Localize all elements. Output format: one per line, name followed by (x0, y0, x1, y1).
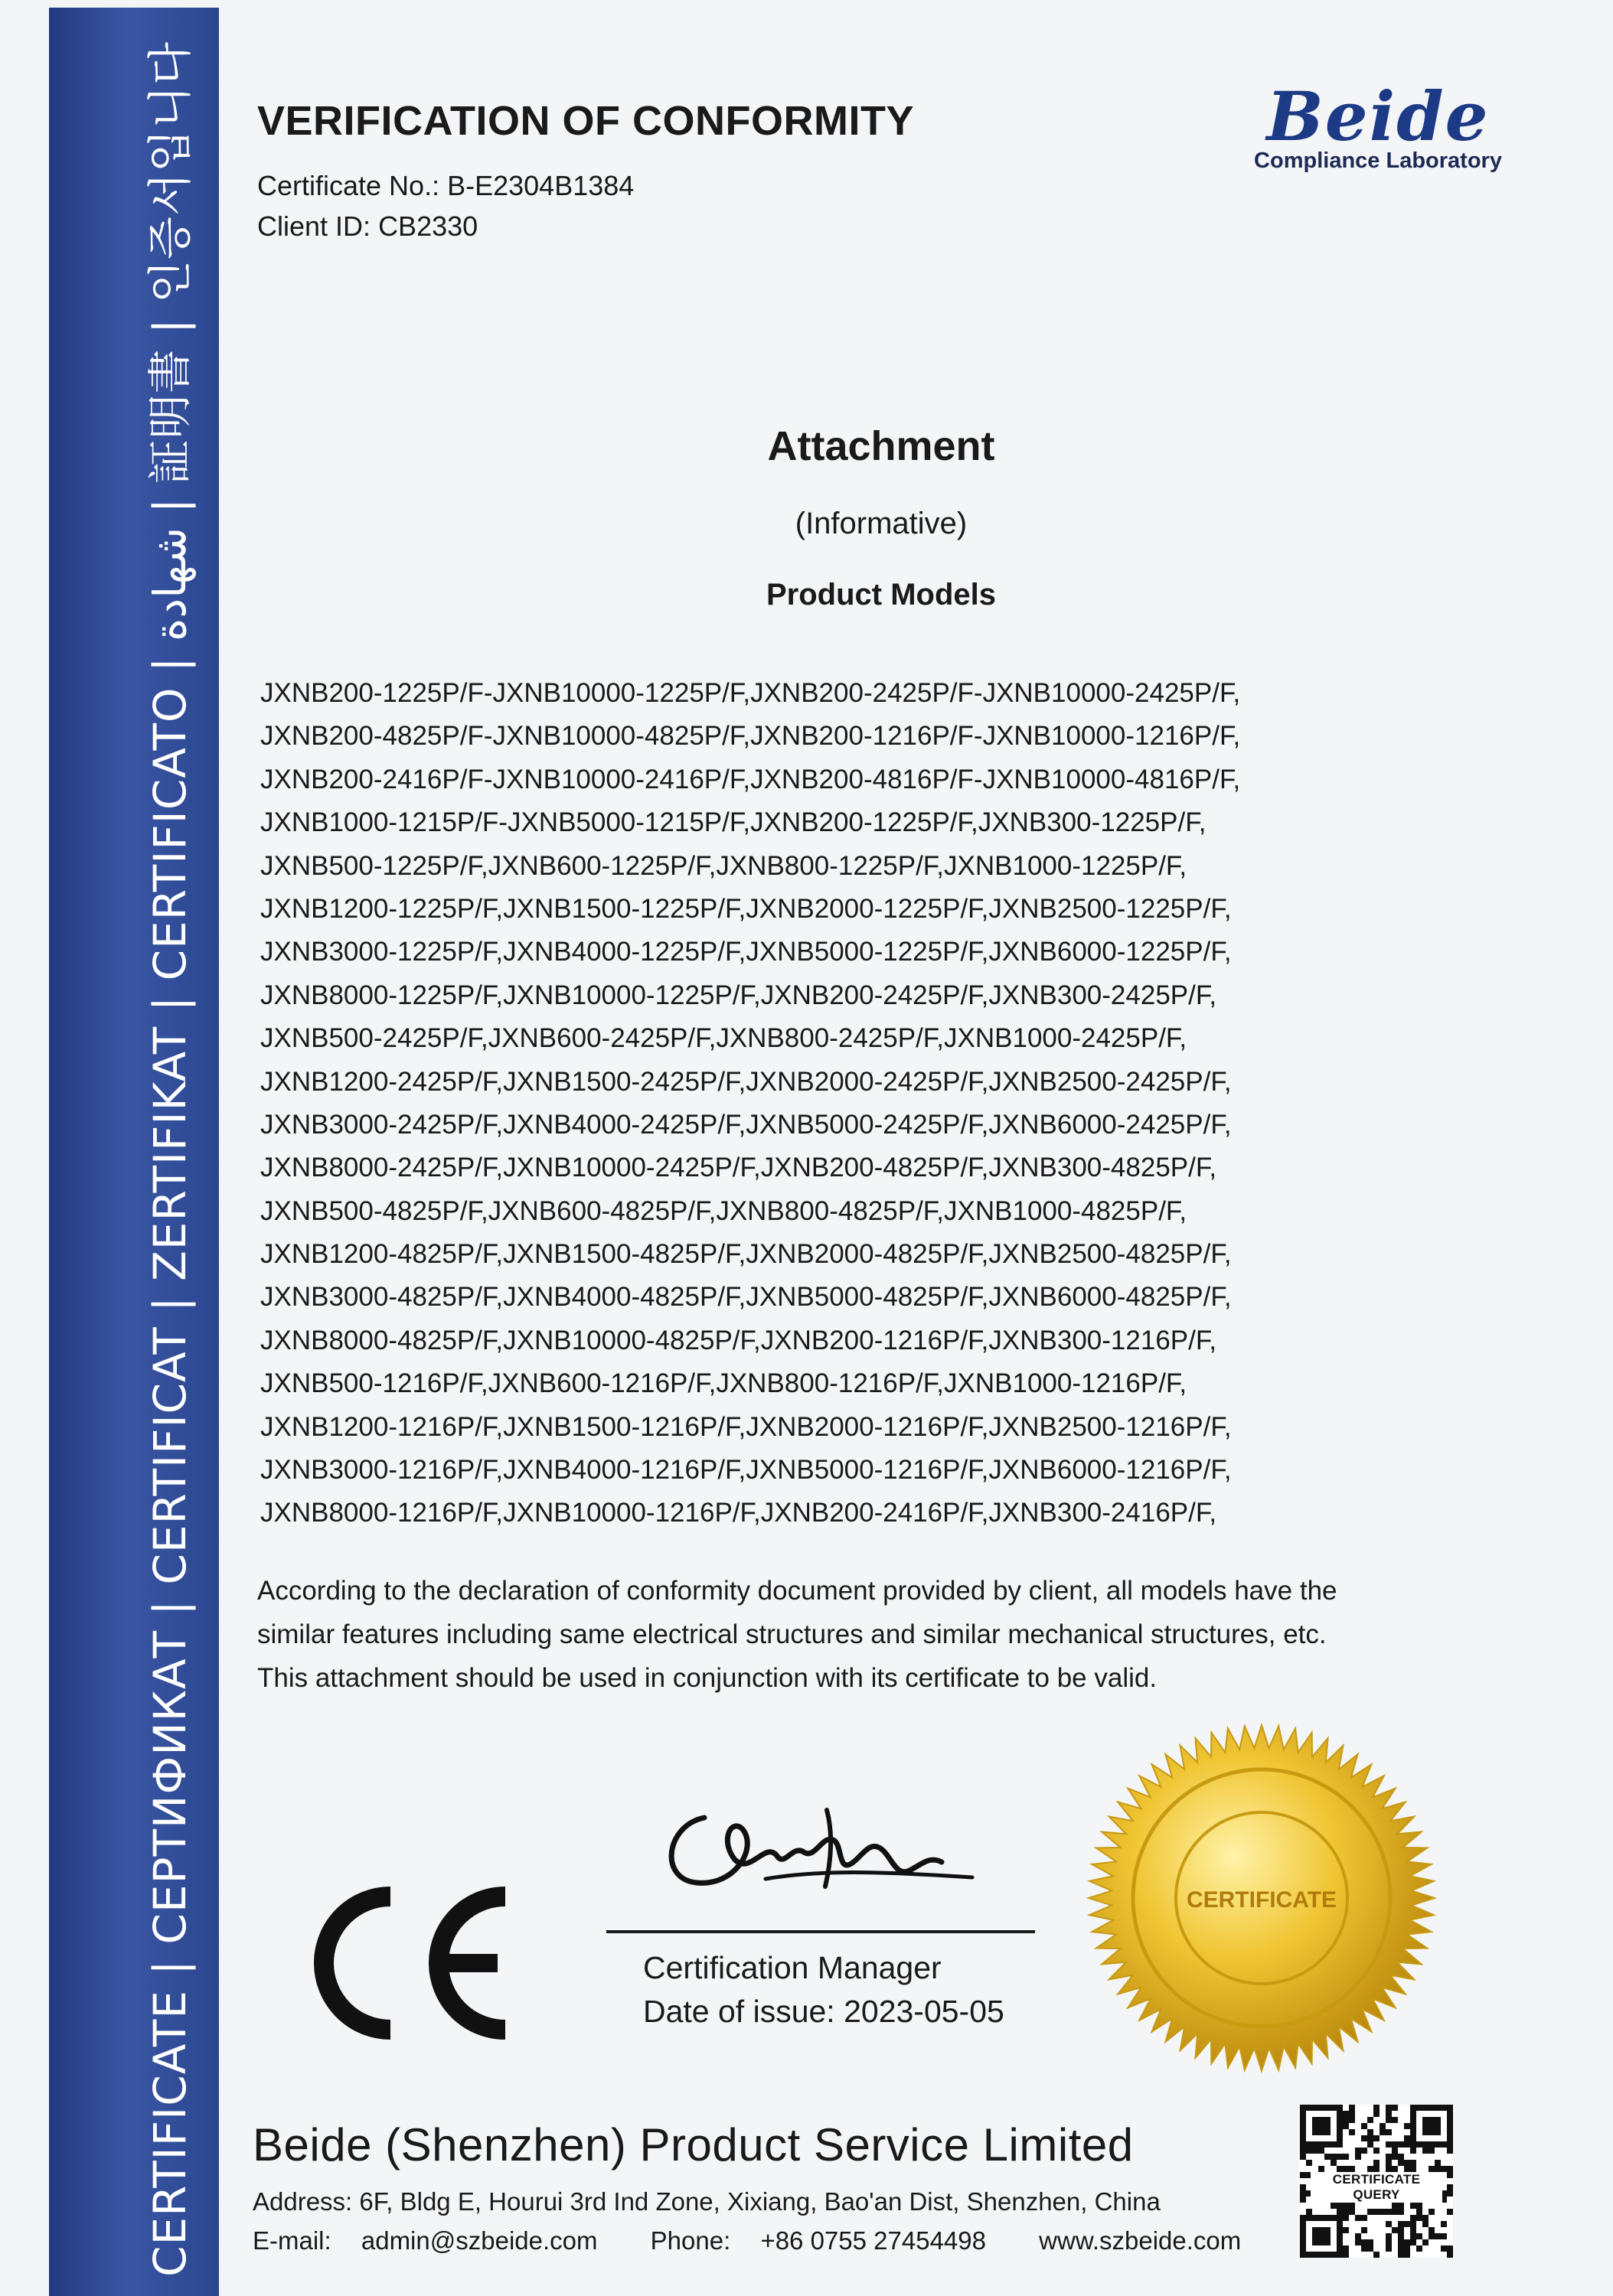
model-line: JXNB200-2416P/F-JXNB10000-2416P/F,JXNB200-4816P/F-JXNB10000-4816P/F, (260, 764, 1241, 794)
model-line: JXNB8000-1216P/F,JXNB10000-1216P/F,JXNB200-2416P/F,JXNB300-2416P/F, (260, 1498, 1217, 1528)
company-name: Beide (Shenzhen) Product Service Limited (253, 2119, 1134, 2170)
signature-line (606, 1930, 1035, 1933)
ce-mark-icon (297, 1883, 519, 2043)
document-title: VERIFICATION OF CONFORMITY (257, 98, 914, 144)
product-model-list (260, 672, 1409, 1535)
phone-group (651, 2226, 1009, 2255)
website-link[interactable]: www.szbeide.com (1039, 2226, 1242, 2255)
note-line: similar features including same electrical structures and similar mechanical structures, etc. (257, 1619, 1327, 1649)
attachment-heading: Attachment (767, 423, 995, 469)
address: 6F, Bldg E, Hourui 3rd Ind Zone, Xixiang, Bao'an Dist, Shenzhen, China (359, 2187, 1161, 2216)
email-group (253, 2226, 621, 2255)
address-label: Address: (253, 2187, 353, 2216)
lab-logo-wordmark: Beide (1266, 77, 1490, 156)
client-id: CB2330 (378, 210, 478, 242)
model-line: JXNB200-4825P/F-JXNB10000-4825P/F,JXNB200-1216P/F-JXNB10000-1216P/F, (260, 721, 1241, 752)
model-line: JXNB8000-1225P/F,JXNB10000-1225P/F,JXNB200-2425P/F,JXNB300-2425P/F, (260, 980, 1217, 1010)
client-id-line (257, 210, 478, 243)
model-line: JXNB1000-1215P/F-JXNB5000-1215P/F,JXNB200-1225P/F,JXNB300-1225P/F, (260, 807, 1206, 838)
model-line: JXNB3000-1216P/F,JXNB4000-1216P/F,JXNB5000-1216P/F,JXNB6000-1216P/F, (260, 1455, 1232, 1486)
certificate-number-line (257, 170, 634, 202)
phone-label: Phone: (650, 2226, 731, 2255)
phone-number: +86 0755 27454498 (760, 2226, 986, 2255)
model-line: JXNB1200-1216P/F,JXNB1500-1216P/F,JXNB2000-1216P/F,JXNB2500-1216P/F, (260, 1411, 1232, 1442)
seal-text: CERTIFICATE (1186, 1887, 1337, 1913)
email-label: E-mail: (253, 2226, 331, 2255)
model-line: JXNB1200-2425P/F,JXNB1500-2425P/F,JXNB2000-2425P/F,JXNB2500-2425P/F, (260, 1066, 1232, 1097)
conformity-note (257, 1569, 1451, 1700)
certificate-number-label: Certificate No.: (257, 170, 440, 201)
side-band-text: CERTIFICATE | СЕРТИФИКАТ | CERTIFICAT | ZERTIFIKAT | CERTIFICATO | شهادة | 証明書 | 인증서입니다 (144, 41, 196, 2277)
address-line (253, 2187, 1161, 2216)
lab-logo-subtitle: Compliance Laboratory (1254, 148, 1502, 173)
email-link[interactable]: admin@szbeide.com (361, 2226, 598, 2255)
issue-date-line (643, 1994, 1004, 2030)
model-line: JXNB500-1225P/F,JXNB600-1225P/F,JXNB800-1225P/F,JXNB1000-1225P/F, (260, 850, 1187, 881)
model-line: JXNB3000-2425P/F,JXNB4000-2425P/F,JXNB5000-2425P/F,JXNB6000-2425P/F, (260, 1109, 1232, 1140)
issue-date-label: Date of issue: (643, 1994, 835, 2029)
model-line: JXNB200-1225P/F-JXNB10000-1225P/F,JXNB200-2425P/F-JXNB10000-2425P/F, (260, 678, 1241, 708)
lab-logo (1240, 77, 1516, 174)
model-line: JXNB8000-4825P/F,JXNB10000-4825P/F,JXNB200-1216P/F,JXNB300-1216P/F, (260, 1325, 1217, 1355)
model-line: JXNB3000-1225P/F,JXNB4000-1225P/F,JXNB5000-1225P/F,JXNB6000-1225P/F, (260, 937, 1232, 967)
gold-seal-icon (1086, 1722, 1438, 2074)
model-line: JXNB500-2425P/F,JXNB600-2425P/F,JXNB800-2425P/F,JXNB1000-2425P/F, (260, 1023, 1187, 1054)
product-models-heading: Product Models (766, 578, 997, 612)
model-line: JXNB8000-2425P/F,JXNB10000-2425P/F,JXNB200-4825P/F,JXNB300-4825P/F, (260, 1153, 1217, 1183)
client-id-label: Client ID: (257, 210, 371, 242)
certificate-number: B-E2304B1384 (447, 170, 635, 201)
contact-line (253, 2226, 1264, 2255)
note-line: According to the declaration of conformity document provided by client, all models have the (257, 1576, 1337, 1606)
qr-caption: CERTIFICATE QUERY (1311, 2172, 1442, 2203)
issue-date: 2023-05-05 (844, 1994, 1004, 2029)
model-line: JXNB1200-1225P/F,JXNB1500-1225P/F,JXNB2000-1225P/F,JXNB2500-1225P/F, (260, 893, 1232, 924)
note-line: This attachment should be used in conjunction with its certificate to be valid. (257, 1663, 1158, 1693)
attachment-subheading: (Informative) (795, 507, 968, 540)
handwritten-signature (651, 1787, 980, 1910)
model-line: JXNB1200-4825P/F,JXNB1500-4825P/F,JXNB2000-4825P/F,JXNB2500-4825P/F, (260, 1239, 1232, 1270)
model-line: JXNB500-1216P/F,JXNB600-1216P/F,JXNB800-1216P/F,JXNB1000-1216P/F, (260, 1368, 1187, 1399)
model-line: JXNB500-4825P/F,JXNB600-4825P/F,JXNB800-4825P/F,JXNB1000-4825P/F, (260, 1195, 1187, 1226)
signatory-role: Certification Manager (643, 1950, 942, 1985)
model-line: JXNB3000-4825P/F,JXNB4000-4825P/F,JXNB5000-4825P/F,JXNB6000-4825P/F, (260, 1282, 1232, 1313)
